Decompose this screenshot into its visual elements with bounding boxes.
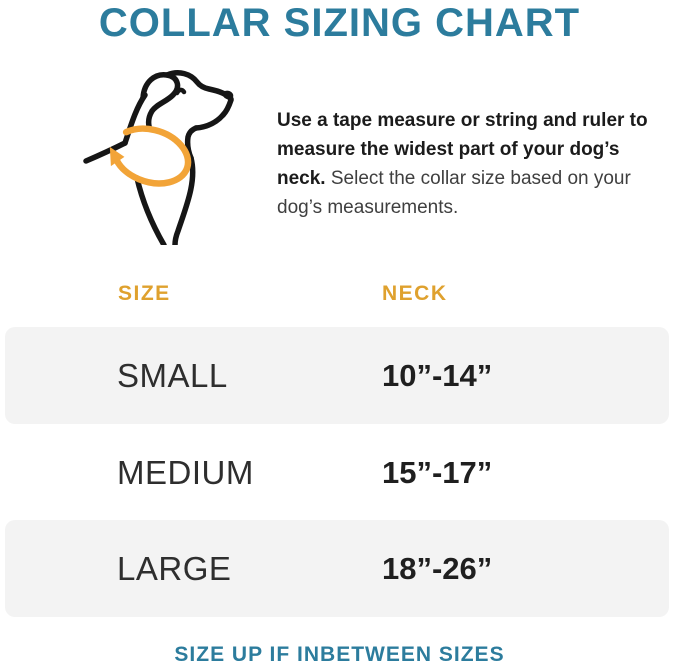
table-row-small: [5, 327, 669, 424]
column-header-neck: NECK: [382, 282, 448, 305]
neck-range-large: 18”-26”: [382, 550, 493, 586]
size-label-large: LARGE: [117, 549, 232, 587]
size-label-small: SMALL: [117, 356, 228, 394]
page-title: COLLAR SIZING CHART: [98, 1, 581, 45]
footer-note: SIZE UP IF INBETWEEN SIZES: [174, 643, 505, 666]
table-row-large: [5, 520, 669, 617]
table-row-medium: [5, 424, 669, 521]
dog-eye-icon: [177, 90, 184, 93]
dog-outline: [86, 73, 231, 245]
neck-range-medium: 15”-17”: [382, 454, 493, 490]
size-label-medium: MEDIUM: [117, 453, 254, 491]
instructions-regular-text: Select the collar size based on your dog’s measurements.: [277, 168, 631, 218]
instructions-bold-text: Use a tape measure or string and ruler to measure the widest part of your dog’s neck.: [277, 110, 648, 189]
collar-measure-arrow: [103, 118, 195, 192]
dog-collar-illustration: [80, 65, 260, 245]
column-header-size: SIZE: [118, 282, 171, 305]
measurement-instructions: [277, 106, 669, 222]
neck-range-small: 10”-14”: [382, 357, 493, 393]
